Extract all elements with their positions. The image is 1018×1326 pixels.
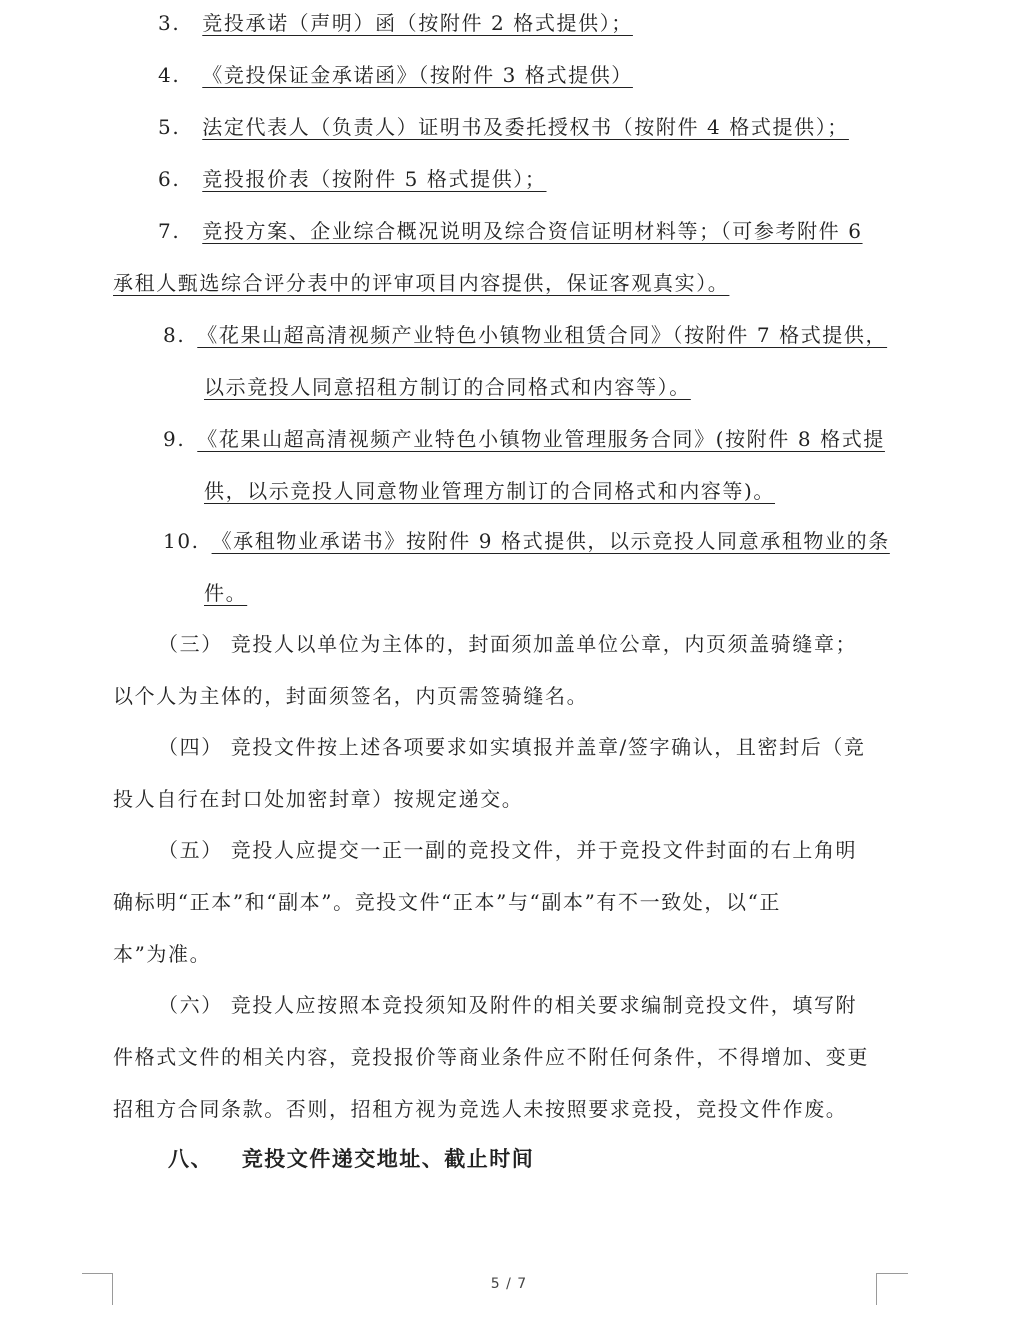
paragraph-6-line-1: （六） 竞投人应按照本竞投须知及附件的相关要求编制竞投文件，填写附 xyxy=(158,993,858,1017)
list-item-text: 竞投方案、企业综合概况说明及综合资信证明材料等；（可参考附件 6 xyxy=(202,219,863,243)
list-item-8-continuation xyxy=(190,374,691,400)
list-item-text: 承租人甄选综合评分表中的评审项目内容提供，保证客观真实）。 xyxy=(113,271,730,295)
paragraph-4-line-1: （四） 竞投文件按上述各项要求如实填报并盖章/签字确认，且密封后（竞 xyxy=(158,735,866,759)
list-item-text: 《花果山超高清视频产业特色小镇物业租赁合同》（按附件 7 格式提供， xyxy=(197,323,888,347)
list-item-number: 7. xyxy=(158,219,181,243)
list-item-4 xyxy=(158,62,633,88)
list-item-9 xyxy=(163,426,885,452)
crop-mark-right-horizontal xyxy=(876,1273,908,1274)
paragraph-5-line-2: 确标明“正本”和“副本”。竞投文件“正本”与“副本”有不一致处，以“正 xyxy=(113,890,782,914)
section-title: 竞投文件递交地址、截止时间 xyxy=(241,1147,535,1171)
list-item-text: 《承租物业承诺书》按附件 9 格式提供，以示竞投人同意承租物业的条 xyxy=(211,529,890,553)
page-number: 5 / 7 xyxy=(490,1276,528,1292)
list-item-text: 《花果山超高清视频产业特色小镇物业管理服务合同》(按附件 8 格式提 xyxy=(197,427,885,451)
paragraph-4-line-2: 投人自行在封口处加密封章）按规定递交。 xyxy=(113,787,524,811)
list-item-number: 3. xyxy=(158,11,181,35)
list-item-number: 8. xyxy=(163,323,186,347)
list-item-number: 6. xyxy=(158,167,181,191)
list-item-3 xyxy=(158,10,633,36)
list-item-10-continuation xyxy=(204,580,247,606)
list-item-number: 4. xyxy=(158,63,181,87)
paragraph-5-line-3: 本”为准。 xyxy=(113,942,212,966)
paragraph-3-line-2: 以个人为主体的，封面须签名，内页需签骑缝名。 xyxy=(113,684,589,708)
list-item-number: 5. xyxy=(158,115,181,139)
list-item-text: 《竞投保证金承诺函》（按附件 3 格式提供） xyxy=(202,63,633,87)
list-item-number: 9. xyxy=(163,427,186,451)
crop-mark-left-horizontal xyxy=(82,1273,112,1274)
list-item-text: 以示竞投人同意招租方制订的合同格式和内容等）。 xyxy=(204,375,691,399)
list-item-text: 件。 xyxy=(204,581,248,605)
list-item-text: 竞投报价表（按附件 5 格式提供）； xyxy=(202,167,547,191)
list-item-6 xyxy=(158,166,547,192)
list-item-9-continuation xyxy=(190,478,775,504)
list-item-number: 10. xyxy=(163,529,200,553)
list-item-text: 供，以示竞投人同意物业管理方制订的合同格式和内容等)。 xyxy=(204,479,776,503)
paragraph-6-line-3: 招租方合同条款。否则，招租方视为竞选人未按照要求竞投，竞投文件作废。 xyxy=(113,1097,848,1121)
paragraph-6-line-2: 件格式文件的相关内容，竞投报价等商业条件应不附任何条件，不得增加、变更 xyxy=(113,1045,869,1069)
list-item-text: 法定代表人（负责人）证明书及委托授权书（按附件 4 格式提供）； xyxy=(202,115,849,139)
section-heading xyxy=(168,1146,534,1172)
list-item-8 xyxy=(163,322,887,348)
list-item-10 xyxy=(163,528,890,554)
paragraph-5-line-1: （五） 竞投人应提交一正一副的竞投文件，并于竞投文件封面的右上角明 xyxy=(158,838,858,862)
list-item-5 xyxy=(158,114,849,140)
paragraph-3-line-1: （三） 竞投人以单位为主体的，封面须加盖单位公章，内页须盖骑缝章； xyxy=(158,632,858,656)
list-item-7 xyxy=(158,218,863,244)
list-item-7-continuation xyxy=(113,270,729,296)
list-item-text: 竞投承诺（声明）函（按附件 2 格式提供）； xyxy=(202,11,633,35)
section-number: 八、 xyxy=(168,1147,213,1171)
